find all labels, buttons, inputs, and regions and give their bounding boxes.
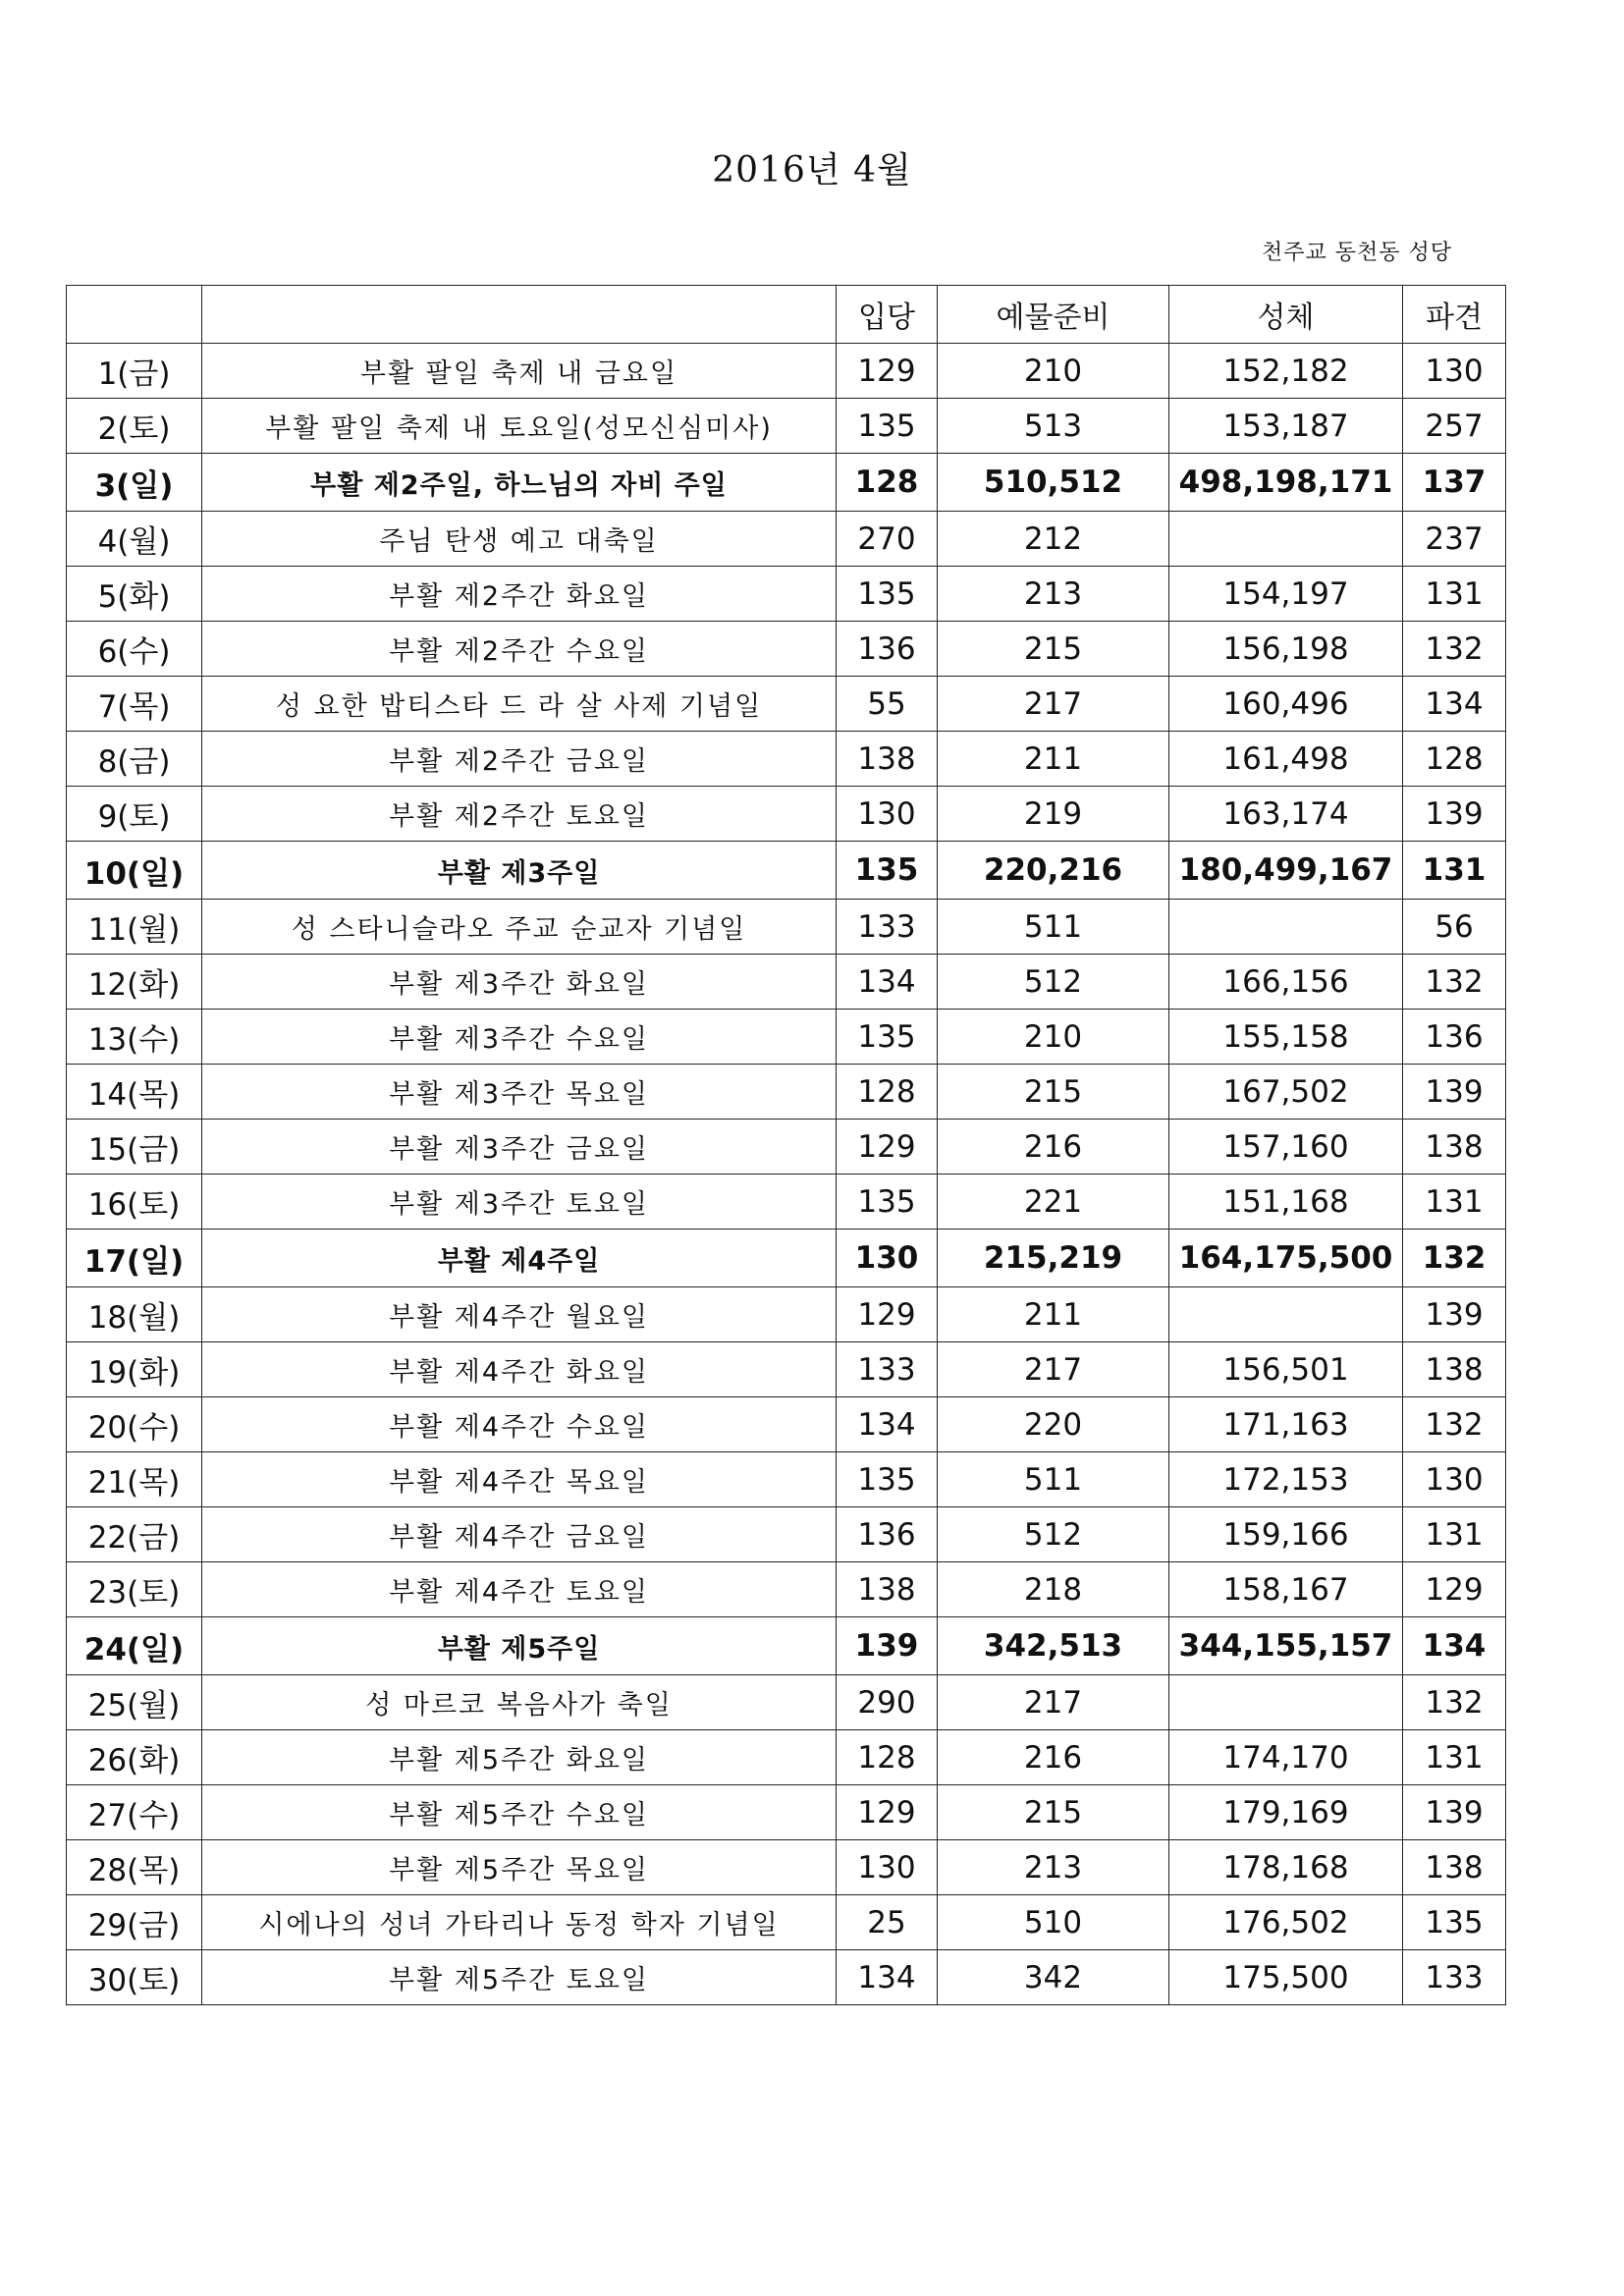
- cell-dismissal: 128: [1403, 732, 1506, 787]
- cell-entrance: 129: [837, 1785, 938, 1840]
- cell-offertory: 221: [938, 1175, 1169, 1230]
- cell-dismissal: 129: [1403, 1562, 1506, 1617]
- cell-date: 17(일): [67, 1230, 202, 1287]
- cell-date: 21(목): [67, 1452, 202, 1507]
- cell-date: 24(일): [67, 1617, 202, 1675]
- cell-feast-name: 부활 제5주간 수요일: [202, 1785, 837, 1840]
- cell-communion: 178,168: [1169, 1840, 1403, 1895]
- cell-feast-name: 성 스타니슬라오 주교 순교자 기념일: [202, 900, 837, 955]
- cell-entrance: 55: [837, 677, 938, 732]
- cell-dismissal: 138: [1403, 1342, 1506, 1397]
- table-row: [67, 1452, 1506, 1507]
- cell-dismissal: 131: [1403, 1730, 1506, 1785]
- header-dismissal: 파견: [1403, 286, 1506, 344]
- table-row: [67, 1342, 1506, 1397]
- cell-feast-name: 부활 제5주일: [202, 1617, 837, 1675]
- cell-feast-name: 부활 제5주간 목요일: [202, 1840, 837, 1895]
- cell-offertory: 216: [938, 1120, 1169, 1175]
- cell-feast-name: 부활 제3주간 목요일: [202, 1065, 837, 1120]
- cell-date: 4(월): [67, 512, 202, 567]
- cell-offertory: 212: [938, 512, 1169, 567]
- table-row: [67, 1562, 1506, 1617]
- page-title: 2016년 4월: [712, 150, 912, 191]
- header-communion: 성체: [1169, 286, 1403, 344]
- cell-offertory: 215: [938, 1065, 1169, 1120]
- cell-date: 28(목): [67, 1840, 202, 1895]
- header-feast: [202, 286, 837, 344]
- cell-date: 26(화): [67, 1730, 202, 1785]
- cell-dismissal: 56: [1403, 900, 1506, 955]
- cell-dismissal: 132: [1403, 1675, 1506, 1730]
- cell-dismissal: 139: [1403, 1065, 1506, 1120]
- cell-feast-name: 부활 제4주일: [202, 1230, 837, 1287]
- cell-dismissal: 131: [1403, 842, 1506, 900]
- cell-feast-name: 부활 제2주간 금요일: [202, 732, 837, 787]
- table-row: [67, 567, 1506, 622]
- cell-entrance: 130: [837, 787, 938, 842]
- cell-feast-name: 부활 팔일 축제 내 금요일: [202, 344, 837, 399]
- cell-feast-name: 시에나의 성녀 가타리나 동정 학자 기념일: [202, 1895, 837, 1950]
- cell-date: 30(토): [67, 1950, 202, 2005]
- cell-date: 3(일): [67, 454, 202, 512]
- cell-date: 19(화): [67, 1342, 202, 1397]
- cell-offertory: 211: [938, 1287, 1169, 1342]
- table-row: [67, 1010, 1506, 1065]
- cell-date: 18(월): [67, 1287, 202, 1342]
- cell-entrance: 25: [837, 1895, 938, 1950]
- cell-entrance: 135: [837, 1175, 938, 1230]
- cell-feast-name: 부활 팔일 축제 내 토요일(성모신심미사): [202, 399, 837, 454]
- cell-feast-name: 부활 제3주간 금요일: [202, 1120, 837, 1175]
- organization-name: 천주교 동천동 성당: [1261, 241, 1452, 265]
- cell-date: 13(수): [67, 1010, 202, 1065]
- hymn-schedule-table: [66, 285, 1506, 2005]
- cell-offertory: 215: [938, 622, 1169, 677]
- cell-dismissal: 131: [1403, 1175, 1506, 1230]
- cell-dismissal: 130: [1403, 1452, 1506, 1507]
- cell-offertory: 217: [938, 677, 1169, 732]
- table-row: [67, 1065, 1506, 1120]
- cell-offertory: 216: [938, 1730, 1169, 1785]
- cell-feast-name: 부활 제4주간 화요일: [202, 1342, 837, 1397]
- cell-dismissal: 257: [1403, 399, 1506, 454]
- cell-offertory: 215,219: [938, 1230, 1169, 1287]
- cell-dismissal: 132: [1403, 622, 1506, 677]
- table-row: [67, 787, 1506, 842]
- cell-date: 9(토): [67, 787, 202, 842]
- cell-offertory: 217: [938, 1675, 1169, 1730]
- cell-dismissal: 131: [1403, 567, 1506, 622]
- cell-offertory: 510: [938, 1895, 1169, 1950]
- cell-entrance: 270: [837, 512, 938, 567]
- cell-offertory: 219: [938, 787, 1169, 842]
- cell-entrance: 133: [837, 1342, 938, 1397]
- cell-feast-name: 부활 제5주간 화요일: [202, 1730, 837, 1785]
- cell-dismissal: 134: [1403, 1617, 1506, 1675]
- header-offertory: 예물준비: [938, 286, 1169, 344]
- cell-feast-name: 부활 제3주간 화요일: [202, 955, 837, 1010]
- cell-date: 14(목): [67, 1065, 202, 1120]
- cell-communion: 154,197: [1169, 567, 1403, 622]
- cell-offertory: 512: [938, 1507, 1169, 1562]
- cell-entrance: 128: [837, 1065, 938, 1120]
- table-row: [67, 1950, 1506, 2005]
- cell-entrance: 133: [837, 900, 938, 955]
- cell-feast-name: 부활 제3주간 수요일: [202, 1010, 837, 1065]
- cell-date: 6(수): [67, 622, 202, 677]
- cell-feast-name: 부활 제4주간 목요일: [202, 1452, 837, 1507]
- cell-offertory: 220: [938, 1397, 1169, 1452]
- cell-feast-name: 부활 제2주간 토요일: [202, 787, 837, 842]
- cell-feast-name: 부활 제4주간 금요일: [202, 1507, 837, 1562]
- cell-entrance: 130: [837, 1840, 938, 1895]
- cell-date: 2(토): [67, 399, 202, 454]
- cell-dismissal: 134: [1403, 677, 1506, 732]
- table-row: [67, 1617, 1506, 1675]
- cell-communion: 164,175,500: [1169, 1230, 1403, 1287]
- table-row: [67, 900, 1506, 955]
- cell-communion: 163,174: [1169, 787, 1403, 842]
- cell-offertory: 342: [938, 1950, 1169, 2005]
- cell-communion: 180,499,167: [1169, 842, 1403, 900]
- cell-communion: 167,502: [1169, 1065, 1403, 1120]
- table-row: [67, 732, 1506, 787]
- cell-entrance: 134: [837, 1397, 938, 1452]
- cell-entrance: 136: [837, 622, 938, 677]
- cell-date: 23(토): [67, 1562, 202, 1617]
- cell-entrance: 128: [837, 454, 938, 512]
- cell-dismissal: 132: [1403, 1397, 1506, 1452]
- cell-dismissal: 139: [1403, 787, 1506, 842]
- cell-communion: 157,160: [1169, 1120, 1403, 1175]
- table-row: [67, 1175, 1506, 1230]
- cell-date: 27(수): [67, 1785, 202, 1840]
- cell-communion: [1169, 1287, 1403, 1342]
- header-date: [67, 286, 202, 344]
- cell-offertory: 220,216: [938, 842, 1169, 900]
- cell-communion: 166,156: [1169, 955, 1403, 1010]
- cell-date: 11(월): [67, 900, 202, 955]
- cell-offertory: 211: [938, 732, 1169, 787]
- cell-feast-name: 부활 제3주일: [202, 842, 837, 900]
- table-row: [67, 1730, 1506, 1785]
- cell-date: 8(금): [67, 732, 202, 787]
- cell-date: 10(일): [67, 842, 202, 900]
- table-row: [67, 399, 1506, 454]
- table-row: [67, 512, 1506, 567]
- cell-offertory: 511: [938, 1452, 1169, 1507]
- cell-date: 12(화): [67, 955, 202, 1010]
- cell-date: 29(금): [67, 1895, 202, 1950]
- cell-date: 1(금): [67, 344, 202, 399]
- cell-communion: 158,167: [1169, 1562, 1403, 1617]
- table-row: [67, 1120, 1506, 1175]
- cell-communion: 153,187: [1169, 399, 1403, 454]
- cell-date: 16(토): [67, 1175, 202, 1230]
- cell-offertory: 512: [938, 955, 1169, 1010]
- cell-dismissal: 137: [1403, 454, 1506, 512]
- cell-date: 20(수): [67, 1397, 202, 1452]
- cell-communion: [1169, 512, 1403, 567]
- cell-entrance: 136: [837, 1507, 938, 1562]
- table-row: [67, 1895, 1506, 1950]
- cell-feast-name: 부활 제4주간 토요일: [202, 1562, 837, 1617]
- table-row: [67, 1397, 1506, 1452]
- cell-offertory: 218: [938, 1562, 1169, 1617]
- cell-entrance: 135: [837, 399, 938, 454]
- table-row: [67, 1675, 1506, 1730]
- cell-entrance: 129: [837, 344, 938, 399]
- cell-offertory: 217: [938, 1342, 1169, 1397]
- cell-dismissal: 237: [1403, 512, 1506, 567]
- cell-communion: 156,198: [1169, 622, 1403, 677]
- cell-communion: 159,166: [1169, 1507, 1403, 1562]
- cell-dismissal: 132: [1403, 955, 1506, 1010]
- table-row: [67, 677, 1506, 732]
- cell-entrance: 134: [837, 955, 938, 1010]
- cell-offertory: 210: [938, 1010, 1169, 1065]
- cell-offertory: 213: [938, 567, 1169, 622]
- table-row: [67, 1507, 1506, 1562]
- cell-dismissal: 133: [1403, 1950, 1506, 2005]
- cell-offertory: 511: [938, 900, 1169, 955]
- cell-communion: 155,158: [1169, 1010, 1403, 1065]
- cell-communion: 152,182: [1169, 344, 1403, 399]
- cell-offertory: 510,512: [938, 454, 1169, 512]
- cell-entrance: 134: [837, 1950, 938, 2005]
- cell-entrance: 135: [837, 1452, 938, 1507]
- cell-communion: 161,498: [1169, 732, 1403, 787]
- cell-dismissal: 138: [1403, 1840, 1506, 1895]
- cell-entrance: 129: [837, 1120, 938, 1175]
- cell-communion: [1169, 1675, 1403, 1730]
- cell-date: 25(월): [67, 1675, 202, 1730]
- cell-communion: [1169, 900, 1403, 955]
- table-row: [67, 344, 1506, 399]
- cell-communion: 151,168: [1169, 1175, 1403, 1230]
- cell-communion: 175,500: [1169, 1950, 1403, 2005]
- cell-communion: 156,501: [1169, 1342, 1403, 1397]
- cell-offertory: 210: [938, 344, 1169, 399]
- cell-entrance: 128: [837, 1730, 938, 1785]
- cell-dismissal: 135: [1403, 1895, 1506, 1950]
- cell-date: 5(화): [67, 567, 202, 622]
- cell-entrance: 135: [837, 842, 938, 900]
- cell-communion: 160,496: [1169, 677, 1403, 732]
- table-row: [67, 1840, 1506, 1895]
- cell-feast-name: 부활 제3주간 토요일: [202, 1175, 837, 1230]
- table-body: [67, 344, 1506, 2005]
- table-row: [67, 1287, 1506, 1342]
- cell-entrance: 138: [837, 1562, 938, 1617]
- table-row: [67, 955, 1506, 1010]
- cell-offertory: 213: [938, 1840, 1169, 1895]
- cell-feast-name: 성 요한 밥티스타 드 라 살 사제 기념일: [202, 677, 837, 732]
- cell-feast-name: 부활 제2주간 수요일: [202, 622, 837, 677]
- cell-date: 15(금): [67, 1120, 202, 1175]
- table-row: [67, 454, 1506, 512]
- cell-feast-name: 부활 제4주간 월요일: [202, 1287, 837, 1342]
- cell-entrance: 135: [837, 567, 938, 622]
- cell-communion: 174,170: [1169, 1730, 1403, 1785]
- table-header-row: [67, 286, 1506, 344]
- cell-date: 22(금): [67, 1507, 202, 1562]
- cell-feast-name: 부활 제5주간 토요일: [202, 1950, 837, 2005]
- cell-communion: 179,169: [1169, 1785, 1403, 1840]
- cell-communion: 172,153: [1169, 1452, 1403, 1507]
- cell-dismissal: 132: [1403, 1230, 1506, 1287]
- table-row: [67, 1785, 1506, 1840]
- cell-communion: 344,155,157: [1169, 1617, 1403, 1675]
- cell-entrance: 139: [837, 1617, 938, 1675]
- cell-dismissal: 131: [1403, 1507, 1506, 1562]
- cell-communion: 176,502: [1169, 1895, 1403, 1950]
- cell-dismissal: 130: [1403, 344, 1506, 399]
- table-row: [67, 622, 1506, 677]
- cell-feast-name: 주님 탄생 예고 대축일: [202, 512, 837, 567]
- cell-dismissal: 139: [1403, 1785, 1506, 1840]
- cell-offertory: 342,513: [938, 1617, 1169, 1675]
- cell-entrance: 135: [837, 1010, 938, 1065]
- table-row: [67, 1230, 1506, 1287]
- cell-feast-name: 부활 제2주일, 하느님의 자비 주일: [202, 454, 837, 512]
- cell-communion: 171,163: [1169, 1397, 1403, 1452]
- cell-feast-name: 성 마르코 복음사가 축일: [202, 1675, 837, 1730]
- table-row: [67, 842, 1506, 900]
- cell-dismissal: 139: [1403, 1287, 1506, 1342]
- cell-entrance: 290: [837, 1675, 938, 1730]
- cell-feast-name: 부활 제4주간 수요일: [202, 1397, 837, 1452]
- header-entrance: 입당: [837, 286, 938, 344]
- cell-offertory: 513: [938, 399, 1169, 454]
- cell-feast-name: 부활 제2주간 화요일: [202, 567, 837, 622]
- cell-entrance: 138: [837, 732, 938, 787]
- cell-dismissal: 138: [1403, 1120, 1506, 1175]
- cell-dismissal: 136: [1403, 1010, 1506, 1065]
- cell-date: 7(목): [67, 677, 202, 732]
- cell-offertory: 215: [938, 1785, 1169, 1840]
- cell-entrance: 129: [837, 1287, 938, 1342]
- cell-entrance: 130: [837, 1230, 938, 1287]
- cell-communion: 498,198,171: [1169, 454, 1403, 512]
